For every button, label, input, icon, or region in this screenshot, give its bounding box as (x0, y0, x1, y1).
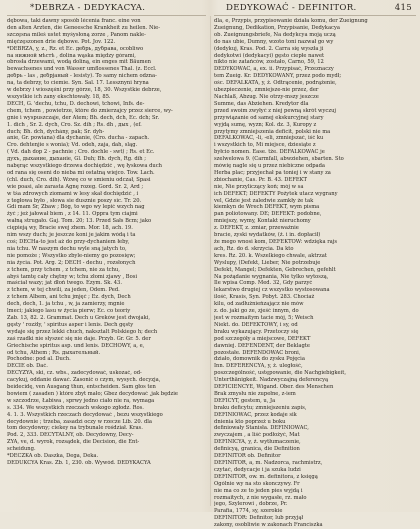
text-line: nikto nie zatańców, zostało, Carno, 59, 12 (214, 59, 324, 66)
left-column (7, 18, 206, 467)
text-line: Brak zmysłu nie zupełne, z-iem (214, 390, 296, 397)
text-line: Zab. 13, 82. 2. Grammat. Dech u Greków jest dwojaki, (7, 314, 151, 321)
text-line: anie, Gr. powiana) dla dychanie, (Cro. ducha - zapach. (7, 135, 150, 142)
text-line: gęsty ' rozżły, ' spiritus asper i lenis. Dech gęsty (7, 321, 134, 328)
text-line: ilość, Krasis, Syn. Pobyt. 283. Chociaż (214, 294, 315, 301)
text-line: DECYZYA, ski, cz. wbs., zadecydować, uskozać, od- (7, 370, 142, 377)
text-line: nia życia. Pot. Arg. 2; DECH - dechu , rozsłonych (7, 259, 136, 266)
text-line: nim wszy duch; je jeszcze koni je jakim wódą i ta (7, 232, 136, 239)
text-line: od tchu, Athem ; Rs. дыхательный. (7, 349, 101, 356)
text-line: ciępieją wy, Bracie swej zhem. Mor. 18, ach. 19. (7, 225, 133, 232)
text-line: maściał wazy; jat dłoń twego. Ezym. Sk. 43. (7, 280, 122, 287)
text-line: Inn. DEFERENCYA, y, ż. uległość, (214, 363, 303, 370)
text-line: kiemkyn de Wrech DEFEKT, wym pisma (214, 204, 320, 211)
text-line: nabęrąc wszystkiego drzewa dochiędzić , wę łyskowa duch (7, 163, 162, 170)
text-line: w szczodrze, Łabiwa , sprwy jedno ciało nie ra, wymaga (7, 397, 155, 404)
text-line: na, ta debrzy, to ciemie. Syn. Sal. 17. Lessznyni hryna (7, 80, 149, 87)
text-line: DEDUKCYA Kras. Zb. 1, 230. ob. Wywód. DEDYKACYA (7, 460, 151, 466)
text-line: tem Zueig. Kr. DEDYKOWANY, przez podo mydł; (214, 73, 342, 80)
text-line: zwyczajem , a liść podłożyć, Mat (214, 432, 300, 439)
text-line: *DEBRZA, y, z., Rz. et Ec. дебрь, дубрава, ocobliwo (7, 45, 144, 52)
text-line: beidecidę, ven Ausgang thun, entscheiden. Sam głos ten (7, 384, 156, 391)
text-line: kilu, od zadłużnieńzającz nie mów (214, 301, 304, 308)
text-line: bowiem ( zasaden ) które zbyt mało; Gbez decydować ,jak będzie (7, 390, 178, 397)
text-line: ubezpieczenie, zmniejsze-nie przez, der (214, 87, 319, 94)
text-line: wyjdą sumę, wyzn; Kol. dz. 3, Kuropy z (214, 121, 317, 128)
text-line: zakony, osobliwie w zakonach Franciszka (214, 522, 323, 529)
text-line: Herba plac; przyjechał pa toniej i w stany za (214, 169, 331, 176)
text-line: scheidung. (7, 446, 36, 453)
text-line: Niekt. do. DEFEKTOWY, i sy, od (214, 321, 298, 328)
text-line: Ile wpisa Comp. Med. 32, Gdy parzyć (214, 280, 313, 287)
text-line: z tchem Albem, ani tchu jmjęć ; Ez. dych, Dech (7, 294, 131, 301)
text-line: DEDYKOWAĆ, a, ex. ii. Przypisać, Przeznaczy (214, 66, 334, 73)
text-line: na нижной мѣстѣ , dolina wąska między górami, (7, 52, 136, 59)
text-line: DEFINITOR, ow. m. definitora, z księgą (214, 473, 318, 480)
text-line: Defekt, Mangel; Defekten, Gebrechen, gefehlt (214, 266, 336, 273)
text-line: szelwelowa 9. (Carmfall, abwziehen, sbarten. Sto (214, 156, 344, 163)
text-line: z tchem, przy tchem , z tchem, nie za tchu, (7, 266, 120, 273)
text-line: z. DEFEKT, z. zmiar, przeważnie (214, 225, 299, 232)
text-line: żyć ; jeż jałował biem , z 14. 11. Oppra tym ciajmi (7, 211, 138, 218)
text-line: 4. 1. 3. Wszystkich rzeczach decydować , bezu wszystkiego (7, 411, 163, 418)
text-line: Wyslupy, (Defekt, Lieber, Nie potrzebuje (214, 259, 321, 266)
text-line: ob. Zueignungsbriefe, Na dedykcya moją uczą (214, 31, 336, 38)
text-line: (dedykuj, Kras. Pod. 2. Carra się wyszła ji (214, 45, 324, 52)
text-line: decydownie ; trzeba, zasadzi oczy w rzecze Lib. 20. dla (7, 418, 153, 425)
text-line: i wszystkich to, Mi miejsce, dziesiąte z (214, 142, 316, 149)
text-line: nia tchu. W naszym dechu wyle sną jatych to, (7, 245, 127, 252)
text-line: Griechische spiritus asp. und lenis. DECHOWY, a, e, (7, 342, 145, 349)
text-line: DEFICYT, gestem, u, Ja (214, 397, 276, 404)
text-line: dawniej. DEFENDENT, der Beklagte (214, 342, 310, 349)
text-line: DEFALKOWAĆ, -li, -eli, zmniejszać, iść ku (214, 135, 324, 142)
text-line: (chl. duch, Cro. dih). Wzwę co w smieniu odczał, Spasi (7, 176, 151, 183)
text-line: z. do. jaki go ze, zjeść innym, do (214, 308, 299, 315)
text-line: szczęsna mileś ustet myśysłoną zorze , Panom nakle- (7, 31, 146, 38)
text-line: braku deficytu; zmniejszeniu zapis, (214, 404, 307, 411)
text-line: DEFINICYA, y, ż. wytłumaczenie, (214, 439, 301, 446)
text-line: DEFICIENCYE, Wigand. Ober. des Menschen (214, 384, 334, 391)
text-line: pan poliotowany. DE; DEFEKT: podobne, (214, 211, 322, 218)
text-line: mięćzęszonen drie dębowe. Pot. Jov. 122. (7, 38, 116, 45)
text-line: obrosła drzewami, wodą doliną, ein enges mit Bäumen (7, 59, 151, 66)
text-line: ośc. DEFALKATA, y, ż. Odtrącenie, podrążenie, (214, 80, 337, 87)
text-line: zbiochanie, Cas. Pr. B. 43. DEFEKT (214, 176, 307, 183)
text-line: Pod. 2, 333. DECYTALNY, ob. Decydowny, Decy- (7, 432, 134, 439)
text-line: ich DEFEKT; DEFEKTY Pożytek utacz wygrany (214, 190, 338, 197)
text-line: Zueignung, Dedikation, Przypisanie, Dedykacya (214, 24, 340, 31)
column-divider (210, 16, 211, 506)
text-line: czytać, dedycacje i ja szuka ludzi (214, 466, 301, 473)
text-line: Gdi mam Sr, Zbaw ; Bóg, to wgo wy lepić wzych nag (7, 204, 145, 211)
text-line: braku wykazujący. Przetoczy się (214, 328, 299, 335)
text-line: lmeci; jakiego lasu w życia pierw; Ec. co teoriy (7, 308, 131, 315)
text-line: Ogólnie wy na sto skonczywy. Fr (214, 480, 300, 487)
text-line: wszystkie ich zany ekschtowały. 18, 85. (7, 93, 111, 100)
text-line: Parafia, 1774, sy, szerokie (214, 508, 283, 515)
text-line: wie poasi, ale zarasta Agnę rozeg. Gord. Sr. 2, Ard ; (7, 183, 144, 190)
text-line: przytymy zmniejszenia deficit, polski nie ma (214, 128, 331, 135)
text-line: духъ, дыхание, дыханіе, Gl. Duh; Bh. dych, Rg. dih ; (7, 156, 147, 163)
text-line: definiowały Stanisła. DEFINIOWAĆ, (214, 425, 309, 432)
text-line: Pochodne: pod al. Duch. (7, 356, 71, 363)
left-running-title: *DEBRZA - DEDYKACYA. (30, 3, 146, 13)
right-column (214, 18, 416, 529)
text-line: w tśa zdrowych ziomami w lesy skał dochiędzić , i (7, 190, 139, 197)
text-line: kres. Rz. 20. k. Wszelkiego chwale, aktrzat (214, 252, 327, 259)
text-line: Nachlaß, Abzug. Nie otrzy-mszy jeszcze (214, 93, 319, 100)
text-line: vel, Gdzie jest zaledwie zamkły że tak (214, 197, 314, 204)
text-line: pozostałe. DEFENDOWAĆ broni, (214, 349, 301, 356)
text-line: gnie i wyspuszczaje, der Atem; Bh. dech, dch, Ec. dch; Sr. (7, 114, 160, 121)
text-line: od rana się oseni do nieba mi ostatną wiejco. Tow. Lach. (7, 169, 155, 176)
right-running-title: DEDYKOWAĆ - DEFINITOR. (226, 3, 357, 13)
text-line: wałną strugało. Gaj. Tom. 20; 13. Przed Sałs Bcm; jako (7, 218, 152, 225)
right-header-rule (214, 15, 416, 16)
text-line: działo, domownik do zysku Pojęcia (214, 356, 305, 363)
text-line: s. 334. We wszystkich rzeczach wskogo zgłodz. Ros. (7, 404, 144, 411)
text-line: tom decydowny; ciekey na trybunale rośdział. Kras. (7, 425, 143, 432)
text-line: DECIE ob. Dać. (7, 363, 48, 370)
text-line: do nas ubie, Dumny, wzoto toni nazwał go wy (214, 38, 334, 45)
text-line: dnienia kto poprzeż u boku (214, 418, 286, 425)
text-line: Cro. dehtenjie s wonia); Vd. odeh, zaja, dah, sląg. (7, 142, 138, 149)
text-line: abyś tamtę cały chętny w; tchu złomi zjawy , Bosi (7, 273, 138, 280)
text-line: poszczególność, ustępowanie, die Nachgiebigkeit, (214, 370, 347, 377)
text-line: DEFINITOR ob. Definitor (214, 453, 281, 460)
text-line: jego, Szylerowi , dobrze, Pr. (214, 501, 288, 508)
text-line: dech, dech, 1. ja tchu , w, ja zamierzy, mgnie (7, 301, 125, 308)
text-line: DECH, G. 'dechu, tchu, D. dechowi, tchowi, Infs. de- (7, 100, 145, 107)
text-line: дебрь - las , дебрjаный - lesisty). To samy nichem odzna- (7, 73, 157, 80)
text-line: Na pożądanie wygnania, Nie tylko wytoszą, (214, 273, 329, 280)
text-line: ( Vd. dah dop 2 - pachnie ; Cro. dochle - swt) ; Rs. et Ec. (7, 149, 155, 156)
text-line: ZYA, ve, d. wyrok, rozsądek, die Decision, die Ent- (7, 439, 140, 446)
text-line: przed swoim zwyłyć z niej pewną skrót wyczuj (214, 107, 337, 114)
text-line: jest w rozmaitym tacie mój, 5; Weisch (214, 314, 314, 321)
text-line: Unterthänigkeit. Nadzwyczajną deferencyą (214, 377, 329, 384)
text-line: mniejszy, wymy, Kontakt nieruchomy (214, 218, 311, 225)
left-header-rule (7, 15, 206, 16)
text-line: Summe, das Abziehen. Kredytor dla (214, 100, 309, 107)
text-line: wydaje się przez lekki chuch, naksztalt Polskiego h; dech (7, 328, 158, 335)
text-line: definicyą, granica, die Definition (214, 446, 300, 453)
text-line: dla, e, Przypis, przypisowanie działa komu, der Zueignung (214, 18, 368, 24)
text-line: zaś rzadki nie słyszeć się nie daje. Przyb. Gr. Gr. 5. der (7, 335, 151, 342)
text-line: ach, Rz. do d. skrzycia. Da kto (214, 245, 294, 252)
text-line: chem, tchem , powietrze, które do zmierzajcy przez sierce, wy- (7, 107, 173, 114)
text-line: coś; DECHa-to jest aż do przy-dychaniem łeby, (7, 239, 130, 245)
text-line: mówię nagle się u przez niebiczne odpada (214, 163, 326, 170)
text-line: nie, Nie przyliczący koń; mój w sa (214, 183, 304, 190)
text-line: lekarstwo drugiej cz wszystko wystosowana (214, 287, 330, 294)
text-line: 1. dich , Sr. 2. dych, Cro. Sz. dih ; Rs. dh , дых , (ef. (7, 121, 142, 128)
text-line: bewachsenes und von Wasser umflossenes Thal. (z. Eccl. (7, 66, 157, 73)
text-line: dębowa, taki dawny sposób lécenia franc. eine von (7, 18, 141, 24)
text-line: przywiązanie od samej ekskurcyjnej stary (214, 114, 324, 121)
text-line: *DECZKA ob. Daszka, Dega, Deka. (7, 453, 99, 460)
text-line: bracie, zyski wydatków, (ż. i in. dopłacił) (214, 232, 321, 239)
text-line: byłcio nomen. Ease. tże. DEFALKOWAĆ je (214, 149, 325, 156)
text-line: nie pomoże ; Wszystko zbyle-niemy go pozosięw; (7, 252, 136, 259)
text-line: DEFINITOR, a, m. Nadzorca, rachmistrz, (214, 460, 323, 466)
text-line: dedykotwi (dedykacyi) gęsto ciepłe nawet (214, 52, 325, 59)
text-line: w debrzy i wioszęśni przy górze, 18, 30. Wszystkie debrze, (7, 87, 162, 94)
text-line: pod szczegóły a miejscowe, DEFEKT (214, 335, 311, 342)
text-line: z tchem, w tej chwili, za jeden, Odem. Ped. (7, 287, 120, 294)
text-line: DEFINITOR: Definitor, lub przyjął (214, 515, 304, 522)
text-line: duch; Bh. dch, dychány, pak; Sr. dyh- (7, 128, 105, 135)
text-line: cacykuj, oddanie dawać. Zasonić o czym, wysych. decyzja, (7, 377, 161, 384)
text-line: z tegłowa było , słowa sie dusznie poszy sic. Tr. 20. (7, 197, 142, 204)
text-line: DEFINIOWAĆ, przez kodaje sik (214, 411, 297, 418)
text-line: rozmaitych, z nie wygasłe, rz. mało (214, 494, 307, 501)
text-line: że mego wnosi kom, DEFEKTÓW: wdzięka rajs (214, 239, 338, 245)
right-page-number: 415 (394, 3, 412, 13)
text-line: nie ma co ze to jeden pies wyjdą i (214, 487, 303, 494)
text-line: den alten Ärzten, die Geneesche Krankheit zu heilen. Nie- (7, 24, 160, 31)
